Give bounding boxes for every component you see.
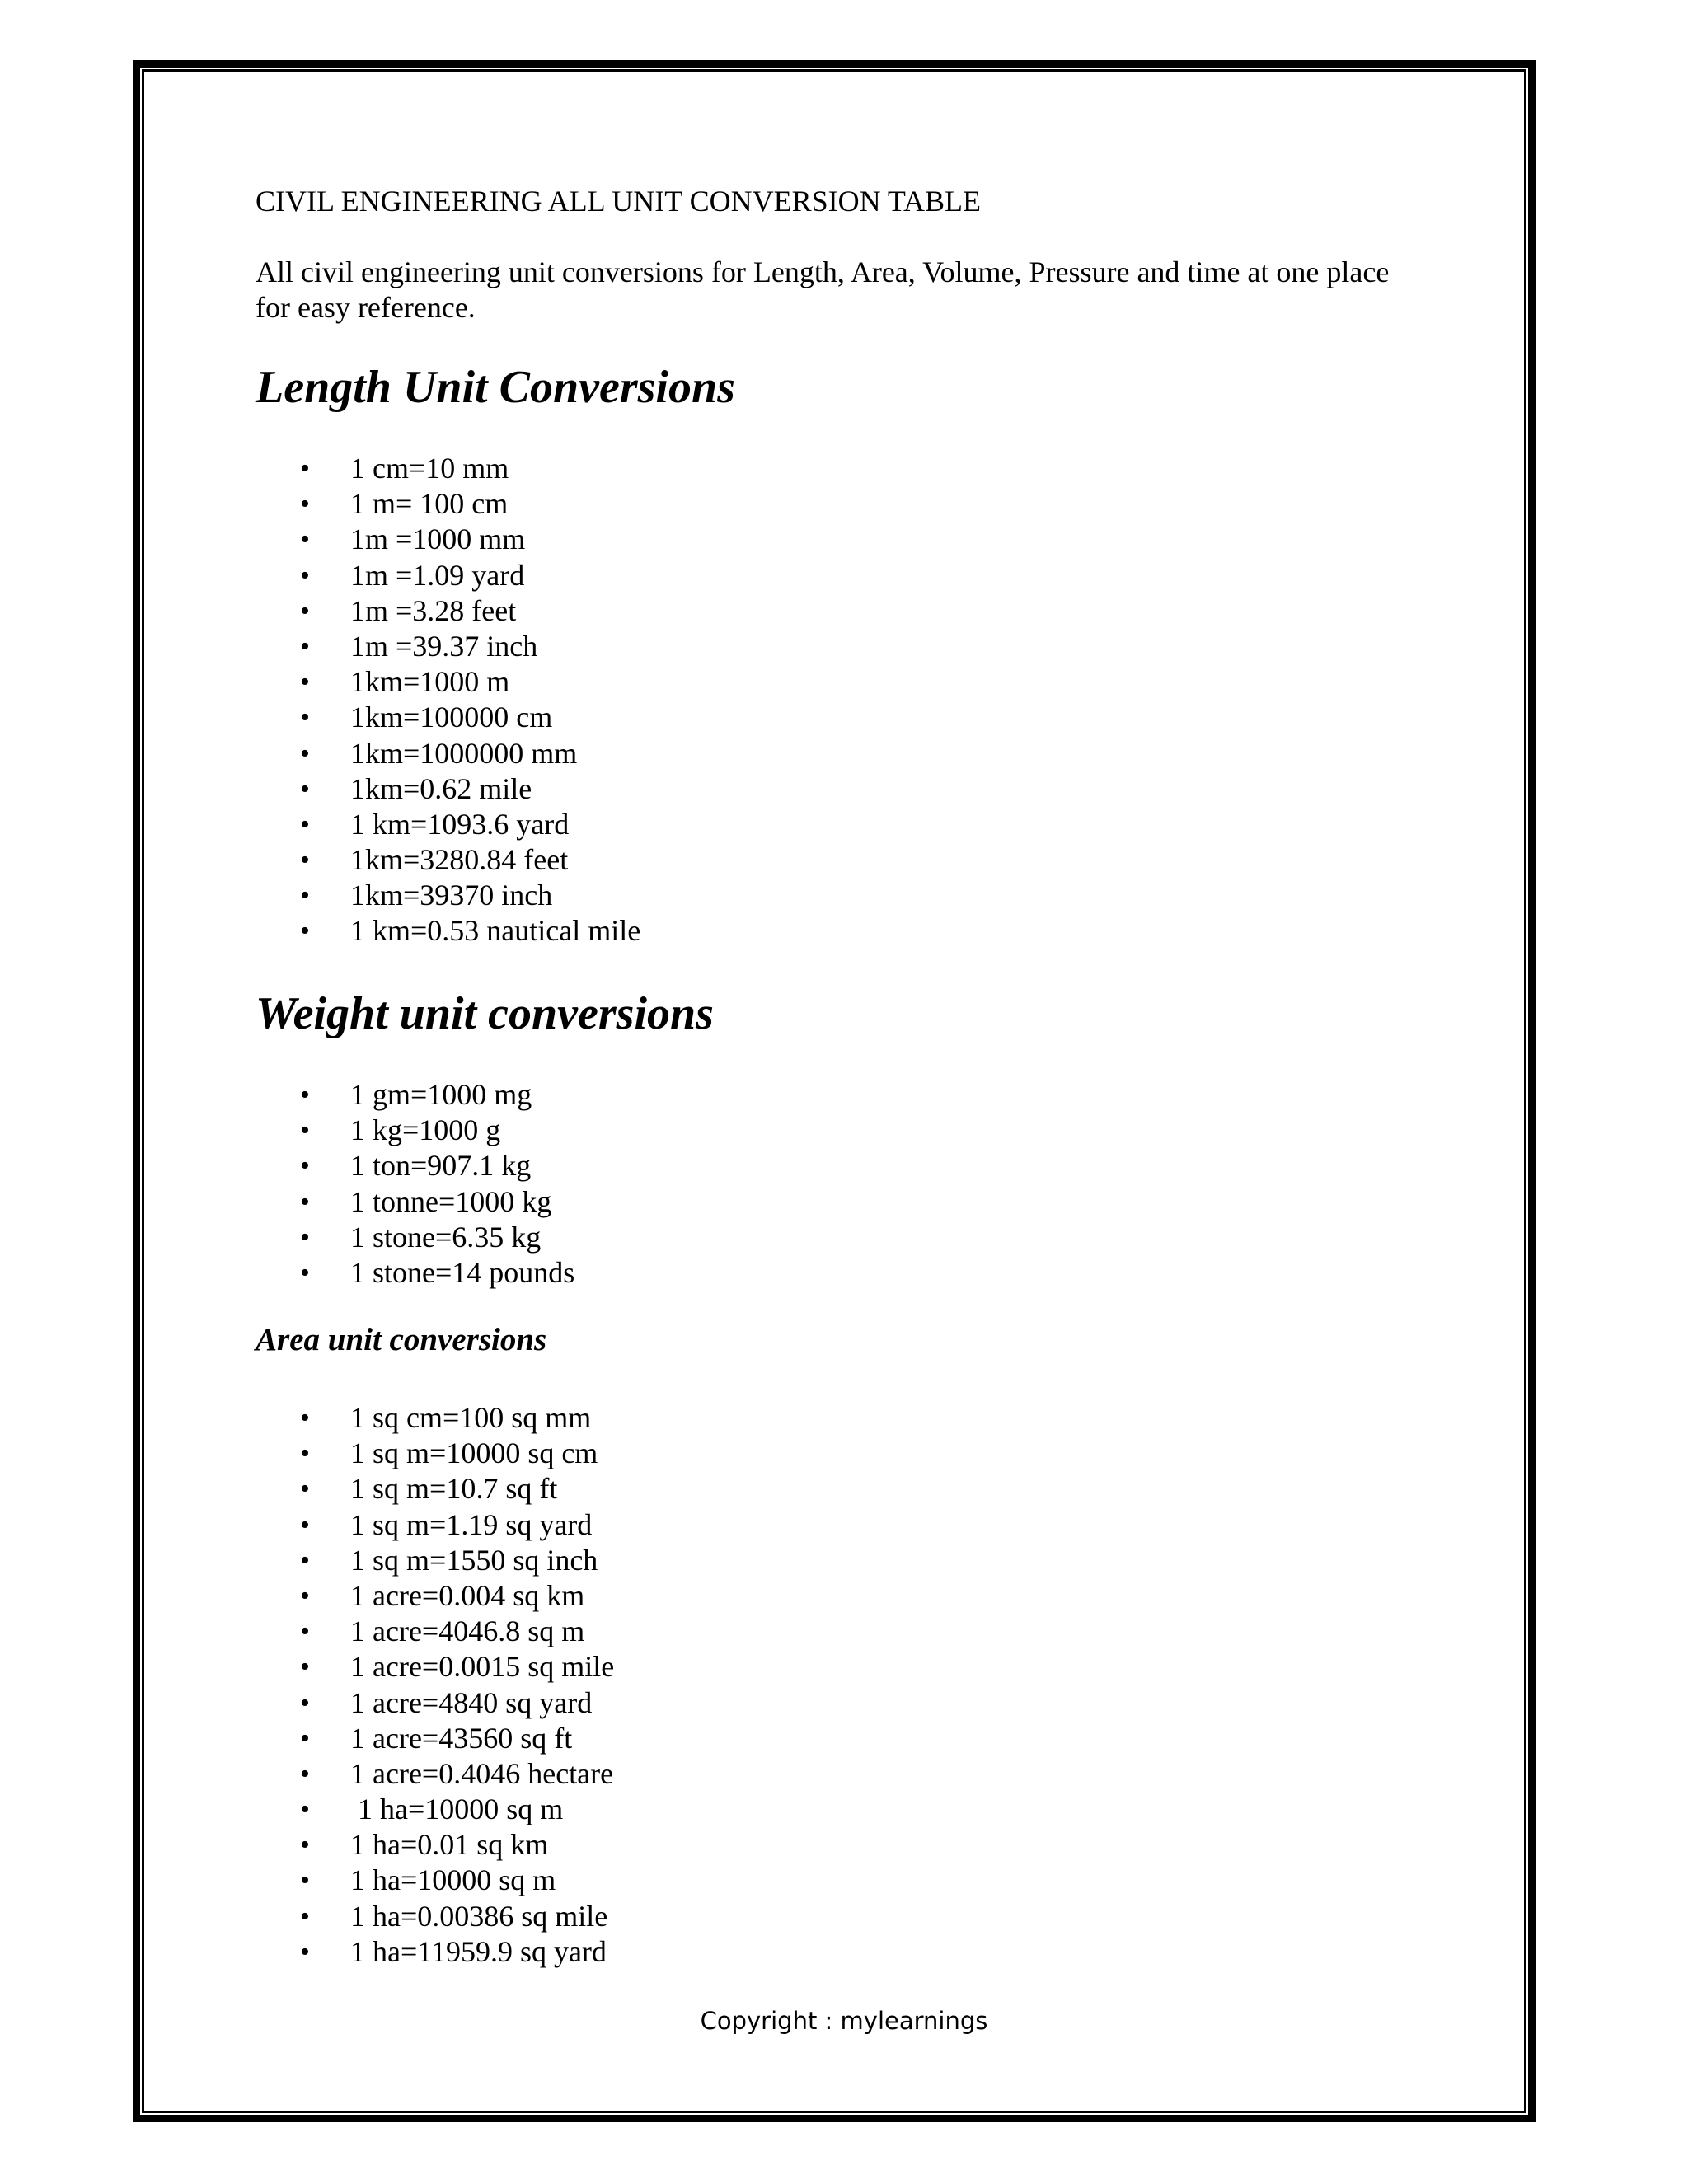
area-section-heading: Area unit conversions: [256, 1322, 547, 1357]
copyright-footer: Copyright : mylearnings: [700, 2007, 988, 2035]
list-item: • 1m =3.28 feet: [256, 593, 640, 629]
length-section-heading: Length Unit Conversions: [256, 362, 735, 413]
list-item: • 1km=1000 m: [256, 664, 640, 700]
list-item: • 1 m= 100 cm: [256, 486, 640, 522]
list-item: • 1 km=0.53 nautical mile: [256, 913, 640, 949]
list-item: • 1 ha=11959.9 sq yard: [256, 1934, 614, 1970]
list-item: • 1km=3280.84 feet: [256, 842, 640, 878]
list-item: • 1 acre=0.4046 hectare: [256, 1756, 614, 1792]
list-item: • 1 sq m=1550 sq inch: [256, 1543, 614, 1578]
list-item: • 1 ha=0.01 sq km: [256, 1827, 614, 1863]
list-item: • 1 acre=4046.8 sq m: [256, 1614, 614, 1649]
list-item: • 1 ton=907.1 kg: [256, 1148, 574, 1183]
list-item: • 1 acre=43560 sq ft: [256, 1721, 614, 1756]
list-item: • 1 gm=1000 mg: [256, 1077, 574, 1113]
document-title: CIVIL ENGINEERING ALL UNIT CONVERSION TABLE: [256, 185, 982, 218]
weight-section-heading: Weight unit conversions: [256, 988, 714, 1039]
list-item: • 1 sq m=10.7 sq ft: [256, 1471, 614, 1507]
list-item: • 1 kg=1000 g: [256, 1113, 574, 1148]
list-item: • 1 acre=0.0015 sq mile: [256, 1649, 614, 1685]
list-item: • 1 km=1093.6 yard: [256, 807, 640, 842]
list-item: • 1m =1.09 yard: [256, 558, 640, 593]
list-item: • 1km=39370 inch: [256, 878, 640, 913]
weight-conversion-list: [256, 1077, 574, 1291]
list-item: • 1 ha=10000 sq m: [256, 1863, 614, 1898]
area-conversion-list: [256, 1400, 614, 1970]
list-item: • 1 sq cm=100 sq mm: [256, 1400, 614, 1436]
length-conversion-list: [256, 451, 640, 949]
list-item: • 1 sq m=1.19 sq yard: [256, 1507, 614, 1543]
list-item: • 1 sq m=10000 sq cm: [256, 1436, 614, 1471]
list-item: • 1 tonne=1000 kg: [256, 1184, 574, 1220]
list-item: • 1 acre=4840 sq yard: [256, 1685, 614, 1721]
intro-paragraph: All civil engineering unit conversions for Length, Area, Volume, Pressure and time at one place for easy reference.: [256, 255, 1390, 324]
list-item: • 1 cm=10 mm: [256, 451, 640, 486]
list-item: • 1km=1000000 mm: [256, 736, 640, 771]
list-item: • 1m =39.37 inch: [256, 629, 640, 664]
list-item: • 1m =1000 mm: [256, 522, 640, 557]
list-item: • 1 stone=6.35 kg: [256, 1220, 574, 1255]
list-item: • 1 acre=0.004 sq km: [256, 1578, 614, 1614]
list-item: • 1km=0.62 mile: [256, 771, 640, 807]
list-item: • 1 ha=10000 sq m: [256, 1792, 614, 1827]
list-item: • 1 ha=0.00386 sq mile: [256, 1899, 614, 1934]
list-item: • 1 stone=14 pounds: [256, 1255, 574, 1291]
list-item: • 1km=100000 cm: [256, 700, 640, 735]
